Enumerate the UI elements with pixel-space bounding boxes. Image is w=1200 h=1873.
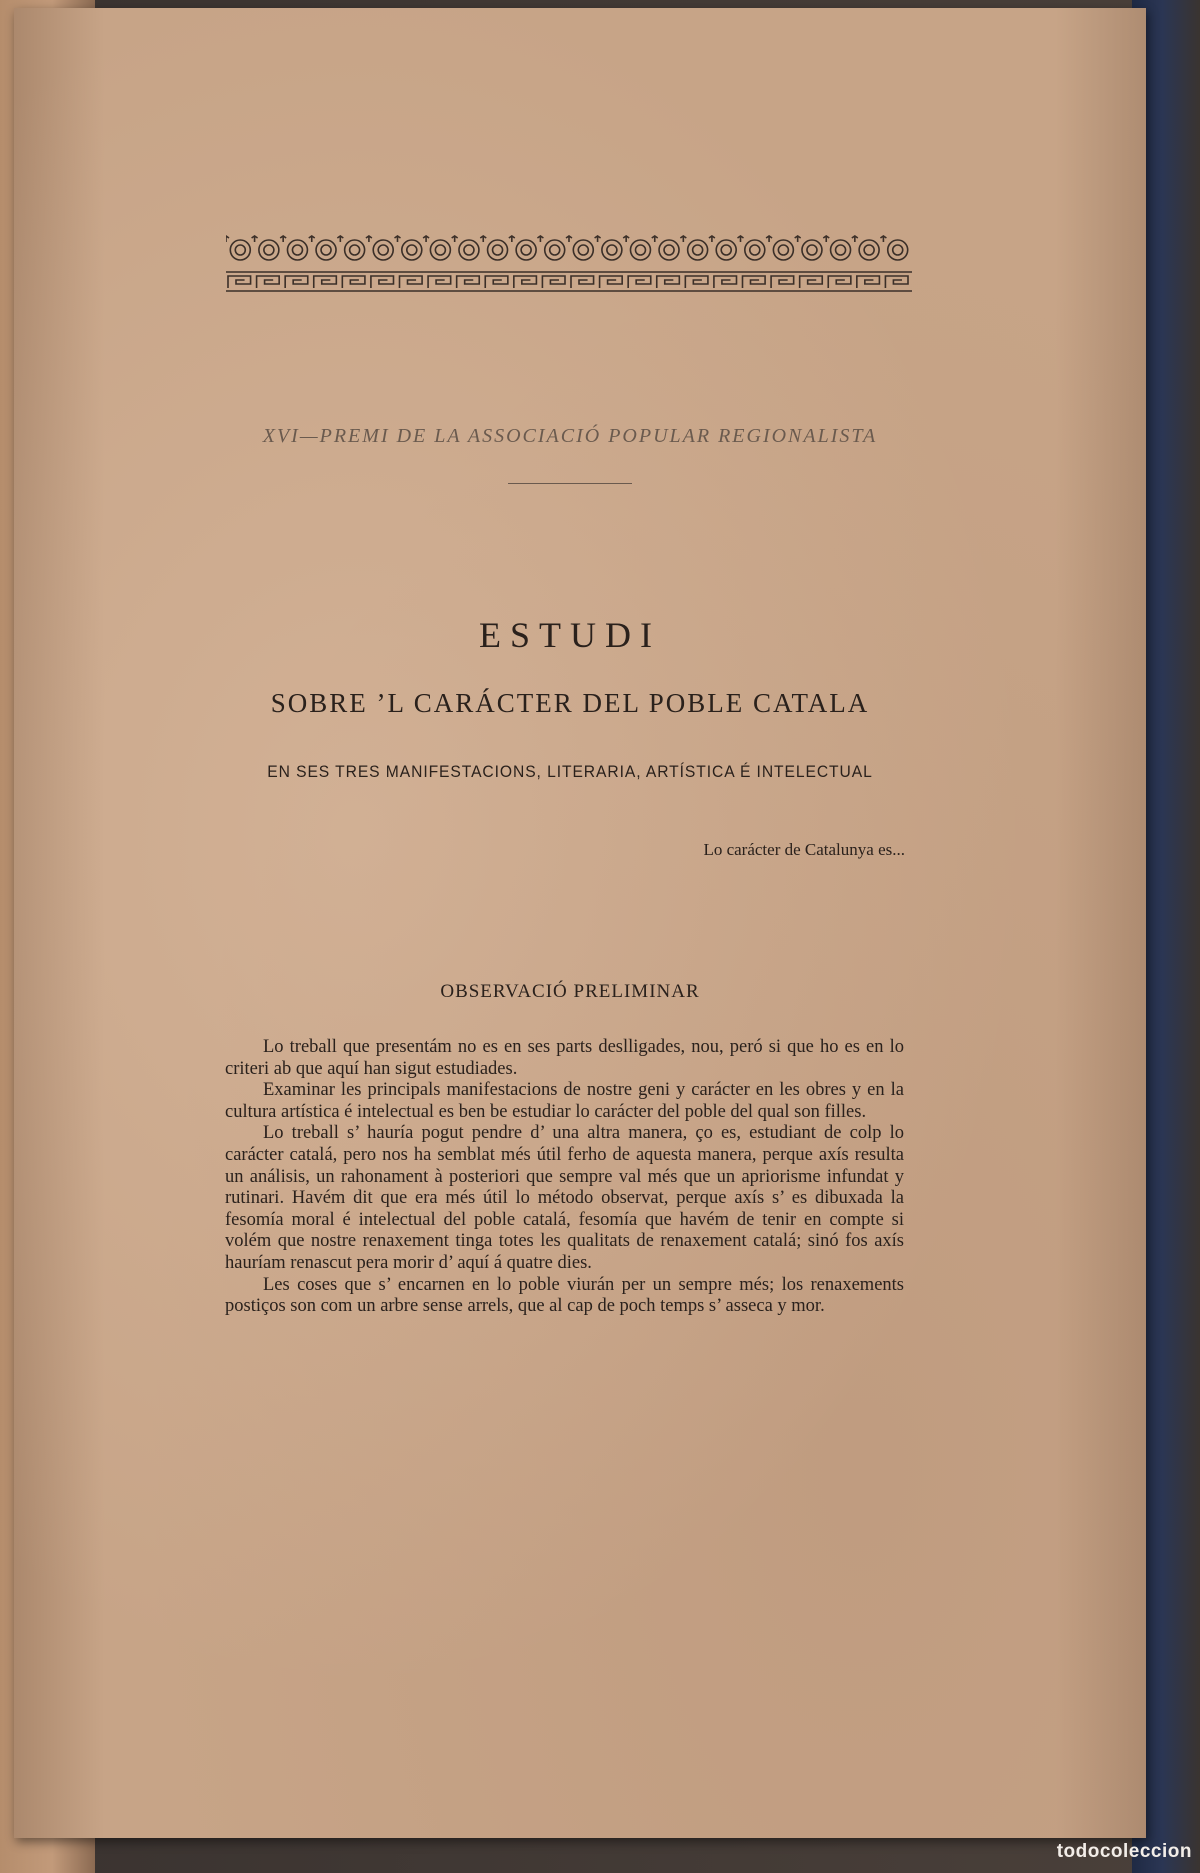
series-title: XVI—PREMI DE LA ASSOCIACIÓ POPULAR REGIONALISTA [262, 425, 878, 447]
paragraph: Lo treball s’ hauría pogut pendre d’ una altra manera, ço es, estudiant de colp lo carácter catalá, pero nos ha semblat més útil ferho de aquesta manera, perque axís resulta un análisis, un rahonament à posteriori que sempre val més que un apriorisme infundat y rutinari. Havém dit que era més útil lo método observat, perque axís s’ es dibuxada la fesomía moral é intelectual del poble catalá, fesomía que havém de tenir en compte si volém que nostre renaxement tinga totes les qualitats de renaxement catalá; sinó fos axís hauríam renascut pera morir d’ aquí á quatre dies. [225, 1123, 904, 1273]
paragraph: Examinar les principals manifestacions de nostre geni y carácter en les obres y en la cultura artística é intelectual es ben be estudiar lo carácter del poble del qual son filles. [225, 1080, 904, 1122]
watermark: todocoleccion [1056, 1841, 1192, 1862]
paragraph: Lo treball que presentám no es en ses parts deslligades, nou, peró si que ho es en lo criteri ab que aquí han sigut estudiades. [225, 1037, 904, 1079]
ornamental-border-icon [226, 232, 912, 294]
epigraph: Lo carácter de Catalunya es... [703, 840, 905, 859]
paragraph: Les coses que s’ encarnen en lo poble viurán per un sempre més; los renaxements postiços son com un arbre sense arrels, que al cap de poch temps s’ asseca y mor. [225, 1274, 904, 1317]
section-heading: OBSERVACIÓ PRELIMINAR [440, 981, 700, 1002]
page-sub-subtitle: EN SES TRES MANIFESTACIONS, LITERARIA, ARTÍSTICA É INTELECTUAL [267, 762, 873, 781]
page-title: ESTUDI [479, 615, 661, 655]
page-subtitle: SOBRE ’L CARÁCTER DEL POBLE CATALA [270, 688, 870, 718]
body-text [225, 1037, 904, 1318]
title-divider [508, 483, 632, 484]
